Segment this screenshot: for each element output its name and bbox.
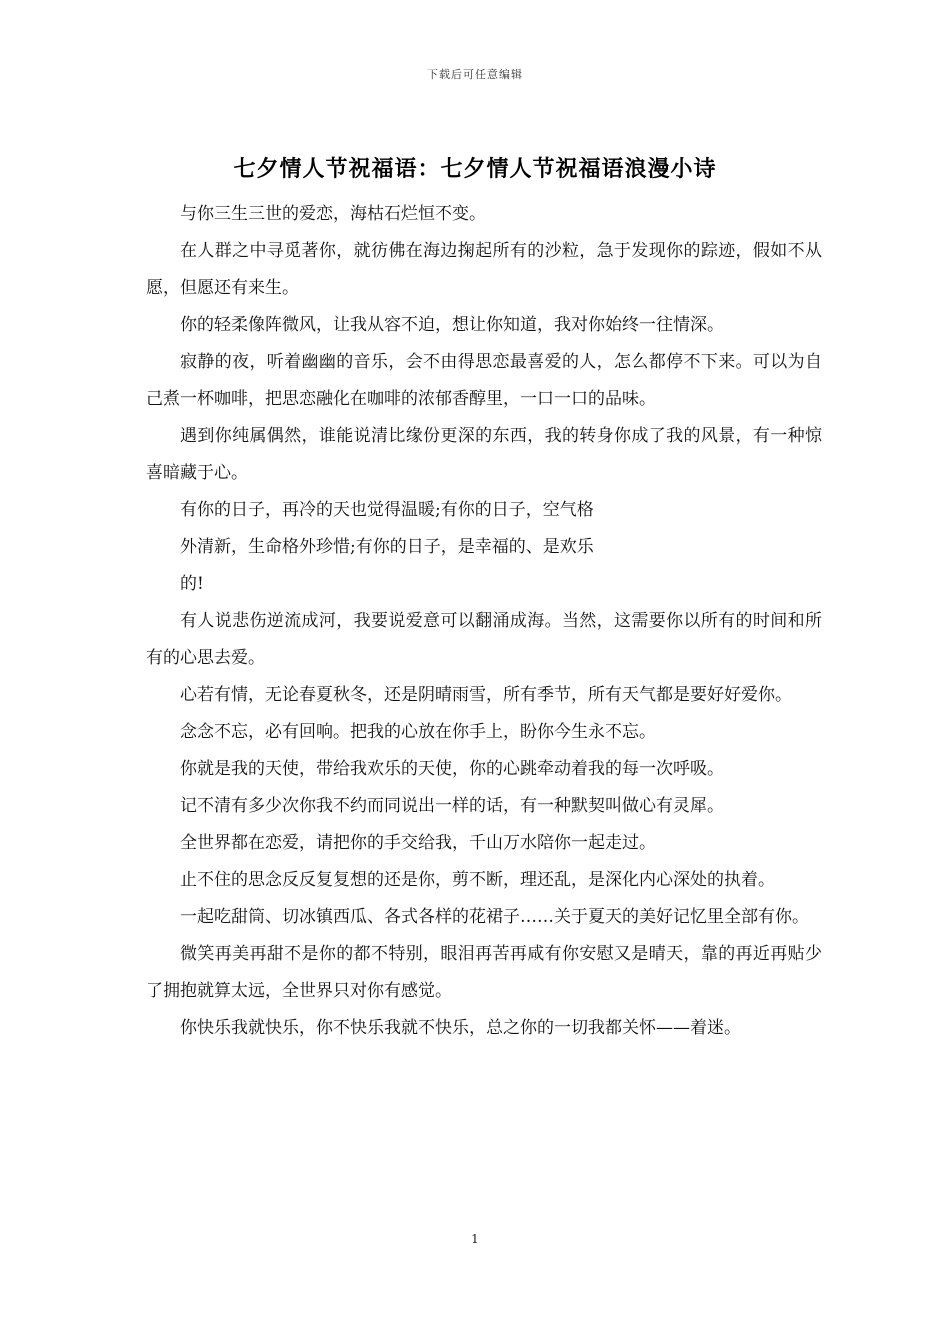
paragraph: 心若有情，无论春夏秋冬，还是阴晴雨雪，所有季节，所有天气都是要好好爱你。 xyxy=(180,685,792,705)
document-title: 七夕情人节祝福语：七夕情人节祝福语浪漫小诗 xyxy=(233,156,717,182)
paragraph: 一起吃甜筒、切冰镇西瓜、各式各样的花裙子……关于夏天的美好记忆里全部有你。 xyxy=(180,907,809,927)
paragraph: 遇到你纯属偶然，谁能说清比缘份更深的东西，我的转身你成了我的风景，有一种惊喜暗藏于心。 xyxy=(146,426,822,483)
paragraph: 你的轻柔像阵微风，让我从容不迫，想让你知道，我对你始终一往情深。 xyxy=(180,315,724,335)
paragraph: 与你三生三世的爱恋，海枯石烂恒不变。 xyxy=(180,204,486,224)
paragraph: 的! xyxy=(180,574,204,594)
paragraph: 你快乐我就快乐，你不快乐我就不快乐，总之你的一切我都关怀——着迷。 xyxy=(180,1018,741,1038)
paragraph: 微笑再美再甜不是你的都不特别，眼泪再苦再咸有你安慰又是晴天，靠的再近再贴少了拥抱就算太远，全世界只对你有感觉。 xyxy=(146,944,822,1001)
header-note: 下载后可任意编辑 xyxy=(427,68,523,81)
paragraph: 寂静的夜，听着幽幽的音乐，会不由得思恋最喜爱的人，怎么都停不下来。可以为自己煮一杯咖啡，把思恋融化在咖啡的浓郁香醇里，一口一口的品味。 xyxy=(146,352,822,409)
paragraph: 全世界都在恋爱，请把你的手交给我，千山万水陪你一起走过。 xyxy=(180,833,656,853)
paragraph: 外清新，生命格外珍惜;有你的日子，是幸福的、是欢乐 xyxy=(180,537,594,557)
paragraph: 止不住的思念反反复复想的还是你，剪不断，理还乱，是深化内心深处的执着。 xyxy=(180,870,775,890)
paragraph: 你就是我的天使，带给我欢乐的天使，你的心跳牵动着我的每一次呼吸。 xyxy=(180,759,724,779)
paragraph: 有你的日子，再冷的天也觉得温暖;有你的日子，空气格 xyxy=(180,500,594,520)
paragraph: 有人说悲伤逆流成河，我要说爱意可以翻涌成海。当然，这需要你以所有的时间和所有的心思去爱。 xyxy=(146,611,822,668)
page-number: 1 xyxy=(471,1232,479,1246)
paragraph: 念念不忘，必有回响。把我的心放在你手上，盼你今生永不忘。 xyxy=(180,722,656,742)
paragraph: 记不清有多少次你我不约而同说出一样的话，有一种默契叫做心有灵犀。 xyxy=(180,796,724,816)
paragraph: 在人群之中寻觅著你，就彷佛在海边掬起所有的沙粒，急于发现你的踪迹，假如不从愿，但愿还有来生。 xyxy=(146,241,822,298)
document-body xyxy=(146,196,822,1047)
